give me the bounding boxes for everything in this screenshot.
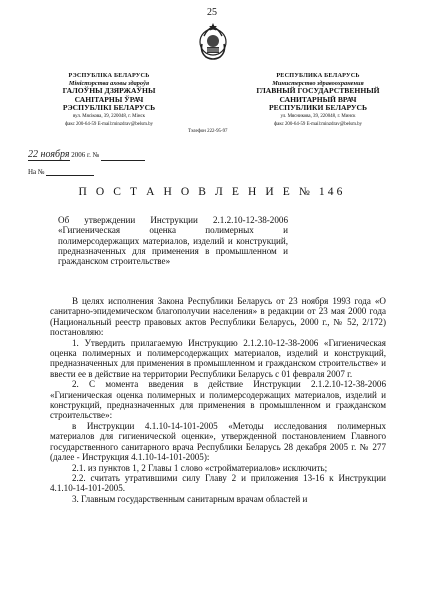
title-line-ru-3: РЕСПУБЛИКИ БЕЛАРУСЬ [268, 103, 368, 112]
title-line-ru-1: ГЛАВНЫЙ ГОСУДАРСТВЕННЫЙ [256, 86, 380, 96]
title-line-by-1: ГАЛОЎНЫ ДЗЯРЖАЎНЫ [62, 86, 156, 96]
paragraph-2-2: 2.2. считать утратившими силу Главу 2 и приложения 13-16 к Инструкции 4.1.10-14-101-2005. [50, 472, 386, 494]
date-year: 2006 г. № [71, 151, 100, 159]
title-line-ru-2: САНИТАРНЫЙ ВРАЧ [279, 94, 357, 104]
date-line [28, 149, 145, 161]
page-number: 25 [207, 7, 217, 18]
decree-title: П О С Т А Н О В Л Е Н И Е № 146 [78, 186, 346, 198]
paragraph-1: 1. Утвердить прилагаемую Инструкцию 2.1.2.10-12-38-2006 «Гигиеническая оценка полимерных и полимерсодержащих материалов, изделий и конструкций, предназначенных для применения в промышленном и гражданском строительстве» и ввести ее в действие на территории Республики Беларусь с 01 февраля 2007 г. [50, 337, 386, 379]
ministry-name-ru: Министерство здравоохранения [272, 79, 364, 87]
paragraph-3: 3. Главным государственным санитарным врачам областей и [72, 493, 308, 504]
fax-ru: факс 200-64-59 E-mail:minzdrav@belsm.by [273, 122, 363, 128]
paragraph-2-instruction: в Инструкции 4.1.10-14-101-2005 «Методы исследования полимерных материалов для гигиенической оценки», утвержденной постановлением Главного государственного санитарного врача Республики Беларусь 28 декабря 2005 г. № 277 (далее - Инструкция 4.1.10-14-101-2005): [50, 420, 386, 463]
coat-of-arms-emblem [196, 22, 230, 62]
ministry-name-by: Мiнiстэрства аховы здароўя [68, 79, 150, 87]
paragraph-2: 2. С момента введения в действие Инструкции 2.1.2.10-12-38-2006 «Гигиеническая оценка полимерных и полимерсодержащих материалов, изделий и конструкций, предназначенных для применения в промышленном и гражданском строительстве»: [50, 379, 386, 421]
address-by: вул. Мясiкова, 39, 220048, г. Мiнск [72, 114, 146, 120]
paragraph-2-1: 2.1. из пунктов 1, 2 Главы 1 слово «стройматериалов» исключить; [72, 462, 328, 473]
title-line-by-2: САНIТАРНЫ ЎРАЧ [74, 94, 144, 104]
handwritten-date: 22 ноября [28, 149, 70, 160]
reference-line [28, 168, 94, 176]
fax-by: факс 200-64-59 E-mail:minzdrav@belsm.by [64, 122, 154, 128]
header-left-belarusian [20, 72, 198, 128]
decree-subject: Об утверждении Инструкции 2.1.2.10-12-38-2006 «Гигиеническая оценка полимерных и полимерсодержащих материалов, изделий и конструкций, предназначенных для применения в промышленном и гражданском строительстве» [58, 215, 288, 267]
country-name-ru: РЕСПУБЛИКА БЕЛАРУСЬ [276, 72, 360, 79]
title-line-by-3: РЭСПУБЛIКI БЕЛАРУСЬ [62, 103, 156, 112]
paragraph-preamble: В целях исполнения Закона Республики Беларусь от 23 ноября 1993 года «О санитарно-эпидемическом благополучии населения» в редакции от 23 мая 2000 года (Национальный реестр правовых актов Республики Беларусь, 2000 г., № 52, 2/172) постановляю: [50, 296, 386, 338]
reference-label: На № [28, 168, 45, 176]
header-right-russian [226, 72, 410, 128]
country-name-by: РЭСПУБЛIКА БЕЛАРУСЬ [68, 72, 150, 79]
phone-number: Тэлефон 222-95-97 [188, 129, 228, 134]
decree-body [50, 296, 386, 504]
address-ru: ул. Мясникова, 39, 220048, г. Минск [280, 114, 356, 120]
